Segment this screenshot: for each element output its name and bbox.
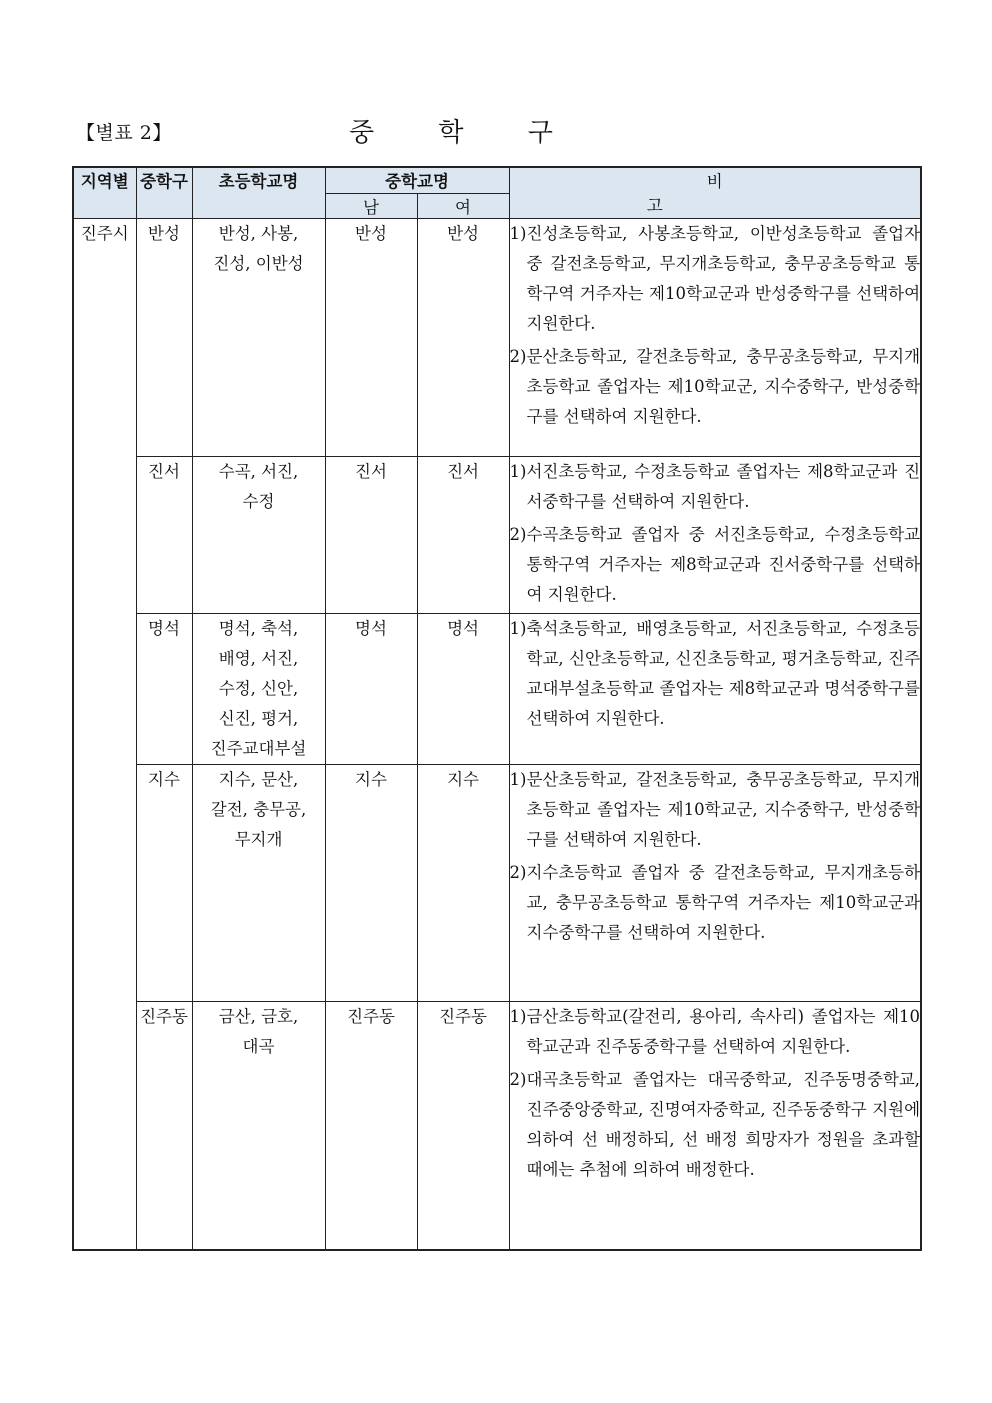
table-row: [73, 1002, 921, 1250]
male-school-cell: 진주동: [325, 1002, 417, 1250]
table-row: [73, 219, 921, 457]
female-school-cell: 진주동: [417, 1002, 509, 1250]
male-school-cell: 지수: [325, 765, 417, 1002]
region-cell: 진주시: [73, 219, 136, 1250]
district-cell: 지수: [136, 765, 192, 1002]
district-cell: 진주동: [136, 1002, 192, 1250]
header-region: 지역별: [73, 167, 136, 219]
header-male: 남: [325, 194, 417, 219]
female-school-cell: 진서: [417, 457, 509, 614]
school-district-table: [72, 166, 922, 1251]
remarks-cell: 1)서진초등학교, 수정초등학교 졸업자는 제8학교군과 진서중학구를 선택하여 지원한다. 2)수곡초등학교 졸업자 중 서진초등학교, 수정초등학교 통학구역 거주자는 제8학교군과 진서중학구를 선택하여 지원한다.: [509, 457, 921, 614]
page-title: 중 학 구: [349, 118, 581, 148]
elementary-cell: 금산, 금호, 대곡: [192, 1002, 325, 1250]
male-school-cell: 명석: [325, 614, 417, 765]
annex-label: 【별표 2】: [76, 122, 172, 144]
male-school-cell: 반성: [325, 219, 417, 457]
elementary-cell: 명석, 축석, 배영, 서진, 수정, 신안, 신진, 평거, 진주교대부설: [192, 614, 325, 765]
table-row: [73, 457, 921, 614]
male-school-cell: 진서: [325, 457, 417, 614]
remarks-cell: 1)문산초등학교, 갈전초등학교, 충무공초등학교, 무지개초등학교 졸업자는 제10학교군, 지수중학구, 반성중학구를 선택하여 지원한다. 2)지수초등학교 졸업자 중 갈전초등학교, 무지개초등하교, 충무공초등학교 통학구역 거주자는 제10학교군과 지수중학구를 선택하여 지원한다.: [509, 765, 921, 1002]
table-row: [73, 765, 921, 1002]
female-school-cell: 지수: [417, 765, 509, 1002]
female-school-cell: 명석: [417, 614, 509, 765]
header-elementary: 초등학교명: [192, 167, 325, 219]
remarks-cell: 1)금산초등학교(갈전리, 용아리, 속사리) 졸업자는 제10학교군과 진주동중학구를 선택하여 지원한다. 2)대곡초등학교 졸업자는 대곡중학교, 진주동명중학교, 진주중앙중학교, 진명여자중학교, 진주동중학구 지원에 의하여 선 배정하되, 선 배정 희망자가 정원을 초과할 때에는 추첨에 의하여 배정한다.: [509, 1002, 921, 1250]
female-school-cell: 반성: [417, 219, 509, 457]
header-district: 중학구: [136, 167, 192, 219]
district-cell: 반성: [136, 219, 192, 457]
header-female: 여: [417, 194, 509, 219]
district-cell: 명석: [136, 614, 192, 765]
header-middle-school: 중학교명: [325, 167, 509, 194]
district-cell: 진서: [136, 457, 192, 614]
remarks-cell: 1)진성초등학교, 사봉초등학교, 이반성초등학교 졸업자 중 갈전초등학교, 무지개초등학교, 충무공초등학교 통학구역 거주자는 제10학교군과 반성중학구를 선택하여 지원한다. 2)문산초등학교, 갈전초등학교, 충무공초등학교, 무지개초등학교 졸업자는 제10학교군, 지수중학구, 반성중학구를 선택하여 지원한다.: [509, 219, 921, 457]
remarks-cell: 1)축석초등학교, 배영초등학교, 서진초등학교, 수정초등학교, 신안초등학교, 신진초등학교, 평거초등학교, 진주교대부설초등학교 졸업자는 제8학교군과 명석중학구를 선택하여 지원한다.: [509, 614, 921, 765]
elementary-cell: 지수, 문산, 갈전, 충무공, 무지개: [192, 765, 325, 1002]
table-row: [73, 614, 921, 765]
elementary-cell: 반성, 사봉, 진성, 이반성: [192, 219, 325, 457]
header-remarks: 비 고: [509, 167, 921, 219]
elementary-cell: 수곡, 서진, 수정: [192, 457, 325, 614]
